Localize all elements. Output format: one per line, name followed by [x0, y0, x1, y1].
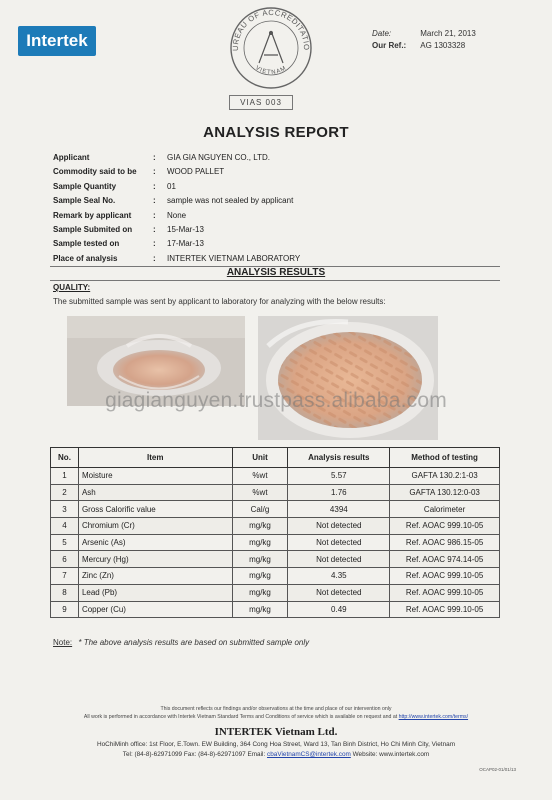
date-label: Date:: [372, 29, 392, 38]
table-row: 2 Ash %wt 1.76 GAFTA 130.12:0-03: [51, 484, 500, 501]
note-text: * The above analysis results are based on submitted sample only: [78, 638, 310, 647]
divider: [50, 280, 500, 281]
results-note: [53, 638, 309, 647]
watermark-text: giagianguyen.trustpass.alibaba.com: [105, 389, 447, 412]
table-row: 7 Zinc (Zn) mg/kg 4.35 Ref. AOAC 999.10-05: [51, 568, 500, 585]
svg-text:VIETNAM: [254, 65, 288, 76]
svg-text:BUREAU OF ACCREDITATION: [228, 5, 311, 51]
date-line: [372, 29, 476, 38]
email-link[interactable]: cbaVietnamCS@intertek.com: [267, 751, 351, 758]
table-row: 8 Lead (Pb) mg/kg Not detected Ref. AOAC 999.10-05: [51, 584, 500, 601]
table-row: 9 Copper (Cu) mg/kg 0.49 Ref. AOAC 999.10-05: [51, 601, 500, 618]
report-title: ANALYSIS REPORT: [203, 124, 349, 141]
header-method: Method of testing: [390, 448, 500, 468]
intertek-logo: Intertek: [18, 26, 96, 56]
header-unit: Unit: [232, 448, 288, 468]
table-row: 4 Chromium (Cr) mg/kg Not detected Ref. AOAC 999.10-05: [51, 518, 500, 535]
intro-text: The submitted sample was sent by applicant to laboratory for analyzing with the below results:: [53, 297, 386, 306]
vias-badge: VIAS 003: [229, 95, 293, 110]
note-label: Note:: [53, 638, 73, 647]
header-no: No.: [51, 448, 79, 468]
sample-photo-pellets: [258, 316, 438, 440]
office-address: HoChiMinh office: 1st Floor, E.Town. EW Building, 364 Cong Hoa Street, Ward 13, Tan Binh District, Ho Chi Minh City, Vietnam: [96, 741, 456, 748]
table-row: 5 Arsenic (As) mg/kg Not detected Ref. AOAC 986.15-05: [51, 534, 500, 551]
seal-bottom-text: VIETNAM: [254, 65, 288, 76]
table-row: 1 Moisture %wt 5.57 GAFTA 130.2:1-03: [51, 468, 500, 485]
terms-link[interactable]: http://www.intertek.com/terms/: [398, 714, 469, 720]
table-row: 3 Gross Calorific value Cal/g 4394 Calorimeter: [51, 501, 500, 518]
accreditation-seal: [228, 5, 314, 91]
table-header: [51, 448, 500, 468]
report-page: Intertek UREAU OF ACCREDITATIO VIETNAM VIAS 003 Date: March 21, 2013 Our Ref.: AG 1303328 ANALYSIS REPORT Applicant : GIA GIA NGUYEN CO., LTD. Commodity said to be : WOOD PALLET Sample Quantity : 01 Sample Seal No. : sample was not sealed by applicant Remark by applicant : None Sample Submited on : 15-Mar-13 Sample tested on : 17-Mar-13 Place of analysis : INTERTEK VIETNAM LABORATORY ANALYSIS RESULTS QUALITY: The submitted sample was sent by applicant to laboratory for analyzing with the below results: giagianguyen.trustpass.alibaba.com No. Item Unit Analysis results Method of testing 1 Moisture %wt 5.57 GAFTA 130.2:1-03 2 Ash %wt 1.76 GAFTA 130.12:0-03 3 Gross Calorific value Cal/g 4394 Calorimeter 4 Chromium (Cr) mg/kg Not detected Ref. AOAC 999.10-05 5 Arsenic (As) mg/kg Not detected Ref. AOAC 986.15-05 6 Mercury (Hg) mg/kg Not detected Ref. AOAC 974.14-05 7 Zinc (Zn) mg/kg 4.35 Ref. AOAC 999.10-05 8 Lead (Pb) mg/kg Not detected Ref. AOAC 999.10-05 9 Copper (Cu) mg/kg 0.49 Ref. AOAC 999.10-05 Note: * The above analysis results are based on submitted sample only This document reflects our findings and/or observations at the time and place of our intervention only All work is performed in accordance with Intertek Vietnam Standard Terms and Conditions of service which is available on request and at http://www.intertek.com/terms/ INTERTEK Vietnam Ltd. HoChiMinh office: 1st Floor, E.Town. EW Building, 364 Cong Hoa Street, Ward 13, Tan Binh District, Ho Chi Minh City, Vietnam Tel: (84-8)-62971099 Fax: (84-8)-62971097 Email: cbaVietnamCS@intertek.com Website: www.intertek.com OCAP02-01/01/13: [0, 0, 552, 800]
ref-value: AG 1303328: [420, 41, 466, 50]
header-item: Item: [78, 448, 232, 468]
seal-text: UREAU OF ACCREDITATIO: [230, 7, 312, 52]
terms-line: All work is performed in accordance with Intertek Vietnam Standard Terms and Conditions of service which is available on request and at http://www.intertek.com/terms/: [83, 714, 469, 720]
results-table: [50, 447, 500, 618]
table-row: 6 Mercury (Hg) mg/kg Not detected Ref. AOAC 974.14-05: [51, 551, 500, 568]
company-name: INTERTEK Vietnam Ltd.: [214, 726, 338, 738]
form-code: OCAP02-01/01/13: [479, 767, 516, 772]
disclaimer-line: This document reflects our findings and/or observations at the time and place of our intervention only: [160, 706, 392, 712]
header-results: Analysis results: [288, 448, 390, 468]
ref-label: Our Ref.:: [372, 41, 407, 50]
date-value: March 21, 2013: [420, 29, 476, 38]
results-title: ANALYSIS RESULTS: [226, 267, 326, 278]
quality-label: QUALITY:: [53, 283, 91, 292]
ref-line: [372, 41, 465, 50]
contact-line: Tel: (84-8)-62971099 Fax: (84-8)-62971097 Email: cbaVietnamCS@intertek.com Website: www.intertek.com: [122, 751, 430, 758]
